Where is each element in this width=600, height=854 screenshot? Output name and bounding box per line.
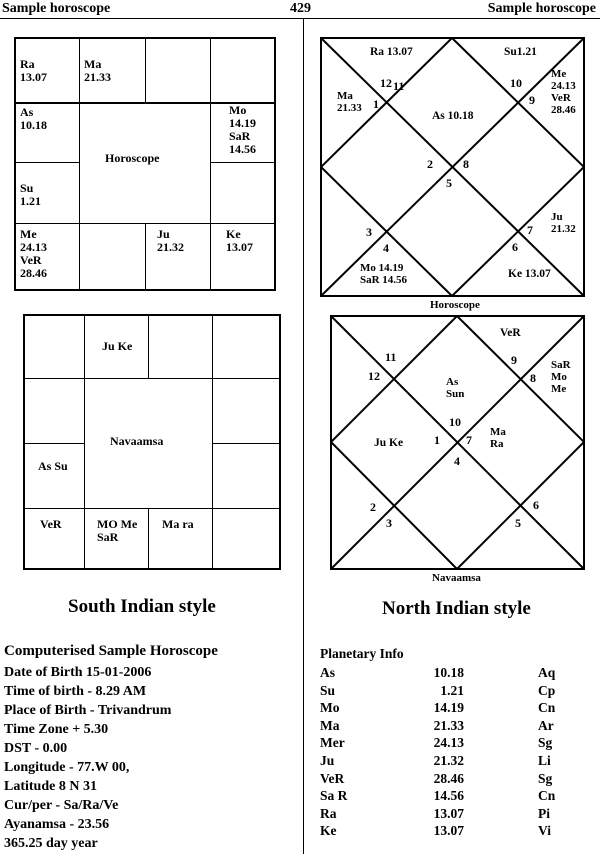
north-rasi-house-12: 10 — [510, 76, 522, 90]
birth-info-line: Longitude - 77.W 00, — [4, 760, 130, 775]
south-navamsa-capricorn: As Su — [38, 459, 68, 473]
north-rasi-left-upper: Ma 21.33 — [337, 90, 362, 114]
planetary-info-row — [320, 700, 595, 718]
header-left: Sample horoscope — [2, 1, 111, 16]
planetary-info-sign: Pi — [538, 805, 550, 821]
planetary-info-planet: Ke — [320, 823, 337, 839]
planetary-info-planet: Mer — [320, 735, 345, 751]
north-navamsa-chart — [330, 315, 585, 570]
south-rasi-virgo: Ke 13.07 — [226, 227, 253, 254]
birth-info-line: Cur/per - Sa/Ra/Ve — [4, 798, 119, 813]
header-rule — [0, 18, 600, 19]
south-rasi-libra: Ju 21.32 — [157, 227, 184, 254]
south-navamsa-center-label: Navaamsa — [110, 434, 164, 448]
north-navamsa-top-right: VeR — [500, 327, 521, 339]
north-navamsa-house-3: 12 — [368, 369, 380, 383]
planetary-info-degree: 28.46 — [433, 770, 464, 786]
planetary-info-row — [320, 735, 595, 753]
planetary-info-row — [320, 788, 595, 806]
south-rasi-capricorn: Su 1.21 — [20, 181, 41, 208]
planetary-info-degree: 13.07 — [433, 823, 464, 839]
planetary-info-row — [320, 753, 595, 771]
planetary-info-degree: 13.07 — [433, 805, 464, 821]
north-navamsa-center-top: As Sun — [446, 376, 465, 400]
north-rasi-house-1: 11 — [393, 79, 405, 93]
north-navamsa-house-2: 11 — [385, 350, 397, 364]
planetary-info-degree: 14.56 — [433, 788, 464, 804]
planetary-info-sign: Cp — [538, 682, 556, 698]
north-caption: North Indian style — [382, 598, 531, 619]
north-navamsa-house-12: 9 — [511, 353, 517, 367]
birth-info-line: Place of Birth - Trivandrum — [4, 703, 172, 718]
planetary-info-table — [320, 665, 595, 841]
south-rasi-pisces: Ra 13.07 — [20, 57, 47, 84]
page-divider — [303, 19, 304, 854]
north-navamsa-house-11: 8 — [530, 371, 536, 385]
planetary-info-planet: Ju — [320, 752, 335, 768]
south-caption: South Indian style — [68, 596, 216, 617]
planetary-info-planet: As — [320, 665, 336, 680]
north-rasi-caption: Horoscope — [430, 299, 480, 311]
planetary-info-row — [320, 771, 595, 789]
north-rasi-top-left: Ra 13.07 — [370, 46, 413, 58]
planetary-info-planet: Ra — [320, 805, 337, 821]
north-navamsa-right-center: Ma Ra — [490, 426, 506, 450]
south-rasi-sagittarius: Me 24.13 VeR 28.46 — [20, 227, 47, 280]
north-navamsa-house-6: 3 — [386, 516, 392, 530]
south-navamsa-scorpio: MO Me SaR — [97, 517, 138, 544]
planetary-info-planet: Mo — [320, 700, 340, 716]
north-navamsa-house-5: 2 — [370, 500, 376, 514]
north-rasi-house-5: 3 — [366, 225, 372, 239]
south-rasi-aries: Ma 21.33 — [84, 57, 111, 84]
birth-info-line: Time Zone + 5.30 — [4, 722, 109, 737]
north-rasi-top-right: Su1.21 — [504, 46, 537, 58]
planetary-info-row — [320, 823, 595, 841]
north-rasi-house-8: 6 — [512, 240, 518, 254]
planetary-info-row — [320, 718, 595, 736]
north-rasi-right-upper: Me 24.13 VeR 28.46 — [551, 68, 576, 116]
planetary-info-degree: 1.21 — [440, 682, 464, 698]
birth-info-line: Latitude 8 N 31 — [4, 779, 97, 794]
planetary-info-degree: 21.33 — [433, 717, 464, 733]
planetary-info-degree: 24.13 — [433, 735, 464, 751]
birth-info-title: Computerised Sample Horoscope — [4, 643, 218, 659]
north-rasi-chart — [320, 37, 585, 297]
header-right: Sample horoscope — [487, 1, 596, 16]
north-rasi-house-9: 7 — [527, 223, 533, 237]
north-navamsa-caption: Navaamsa — [432, 572, 481, 584]
planetary-info-row — [320, 683, 595, 701]
north-navamsa-house-8: 5 — [515, 516, 521, 530]
north-navamsa-left-center: Ju Ke — [374, 437, 404, 449]
north-navamsa-house-10: 7 — [466, 433, 472, 447]
south-rasi-aquarius: As 10.18 — [20, 105, 47, 132]
north-rasi-center-top: As 10.18 — [432, 110, 474, 122]
north-rasi-house-7: 5 — [446, 176, 452, 190]
south-navamsa-aries: Ju Ke — [102, 339, 133, 353]
birth-info-line: DST - 0.00 — [4, 741, 68, 756]
planetary-info-row — [320, 806, 595, 824]
north-rasi-house-6: 4 — [383, 241, 389, 255]
birth-info-line: 365.25 day year — [4, 836, 98, 851]
birth-info-line: Date of Birth 15-01-2006 — [4, 665, 152, 680]
north-navamsa-house-7: 4 — [454, 454, 460, 468]
north-rasi-bottom-center: Mo 14.19 SaR 14.56 — [360, 262, 408, 286]
planetary-info-degree: 10.18 — [433, 665, 464, 680]
planetary-info-planet: VeR — [320, 770, 345, 786]
planetary-info-sign: Cn — [538, 788, 556, 804]
birth-info-lines — [4, 663, 171, 853]
page-number: 429 — [290, 1, 311, 16]
north-navamsa-house-4: 1 — [434, 433, 440, 447]
south-rasi-center-label: Horoscope — [105, 151, 160, 165]
planetary-info-sign: Sg — [538, 770, 553, 786]
planetary-info-sign: Li — [538, 752, 551, 768]
planetary-info-degree: 14.19 — [433, 700, 464, 716]
north-rasi-house-4: 2 — [427, 157, 433, 171]
birth-info-line: Time of birth - 8.29 AM — [4, 684, 147, 699]
planetary-info-sign: Aq — [538, 665, 556, 680]
north-rasi-house-10: 8 — [463, 157, 469, 171]
planetary-info-planet: Ma — [320, 717, 340, 733]
birth-info-line: Ayanamsa - 23.56 — [4, 817, 110, 832]
north-rasi-right-lower: Ju 21.32 — [551, 211, 576, 235]
south-rasi-cancer: Mo 14.19 SaR 14.56 — [229, 103, 256, 156]
planetary-info-planet: Sa R — [320, 788, 348, 804]
planetary-info-sign: Sg — [538, 735, 553, 751]
north-rasi-bottom-right: Ke 13.07 — [508, 268, 551, 280]
north-navamsa-house-1: 10 — [449, 415, 461, 429]
north-rasi-house-3: 1 — [373, 97, 379, 111]
planetary-info-planet: Su — [320, 682, 336, 698]
planetary-info-sign: Cn — [538, 700, 556, 716]
planetary-info-sign: Vi — [538, 823, 551, 839]
north-navamsa-right-upper: SaR Mo Me — [551, 359, 571, 395]
planetary-info-degree: 21.32 — [433, 752, 464, 768]
planetary-info-title: Planetary Info — [320, 646, 404, 661]
south-navamsa-sagittarius: VeR — [40, 517, 62, 531]
planetary-info-row — [320, 665, 595, 683]
north-rasi-house-11: 9 — [529, 93, 535, 107]
south-navamsa-libra: Ma ra — [162, 517, 194, 531]
north-rasi-house-2: 12 — [380, 76, 392, 90]
planetary-info-sign: Ar — [538, 717, 554, 733]
north-navamsa-house-9: 6 — [533, 498, 539, 512]
